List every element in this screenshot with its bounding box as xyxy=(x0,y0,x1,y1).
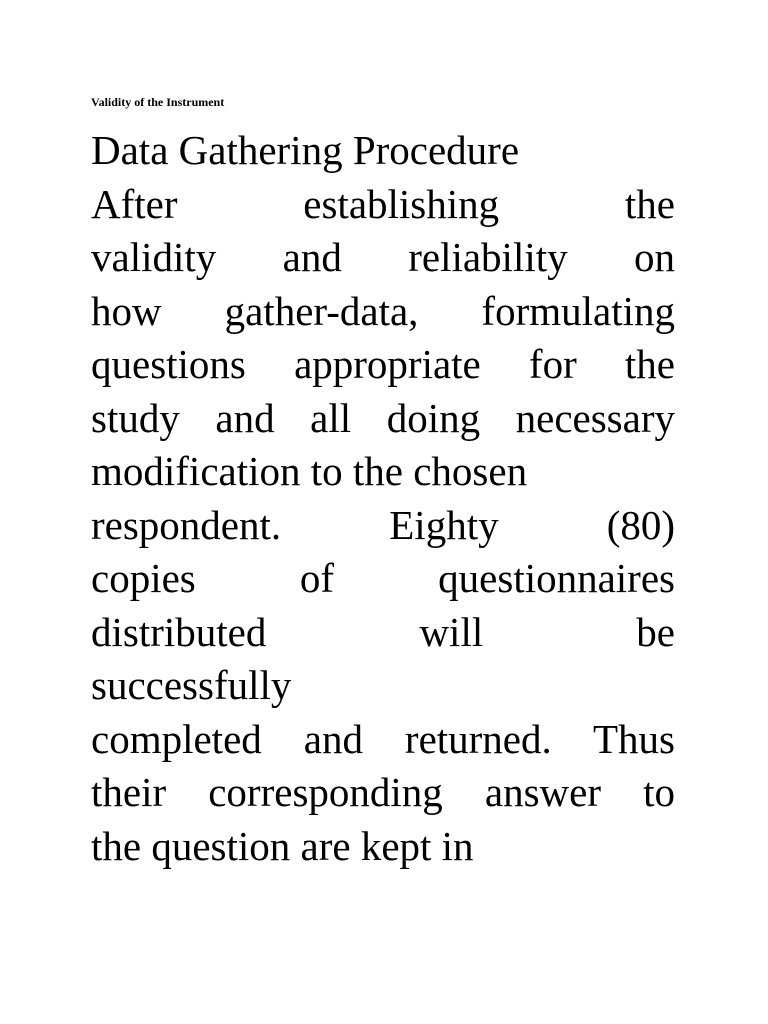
paragraph-line: copies of questionnaires xyxy=(91,555,675,601)
paragraph-line: modification to the chosen xyxy=(91,448,528,494)
paragraph-line: respondent. Eighty (80) xyxy=(91,501,675,548)
paragraph-line: validity and reliability on xyxy=(91,234,675,280)
paragraph-line: their corresponding answer to xyxy=(91,769,675,815)
paragraph-line: distributed will be xyxy=(91,608,675,655)
paragraph-line: study and all doing necessary xyxy=(91,394,675,441)
body-text xyxy=(91,124,675,873)
paragraph-line: successfully xyxy=(91,662,292,708)
section-title: Data Gathering Procedure xyxy=(91,127,520,173)
paragraph-line: the question are kept in xyxy=(91,822,474,869)
section-heading: Validity of the Instrument xyxy=(91,95,225,109)
paragraph-line: questions appropriate for the xyxy=(91,341,675,387)
paragraph-line: completed and returned. Thus xyxy=(91,715,675,762)
paragraph-line: After establishing the xyxy=(91,180,675,227)
paragraph-line: how gather-data, formulating xyxy=(91,287,675,334)
